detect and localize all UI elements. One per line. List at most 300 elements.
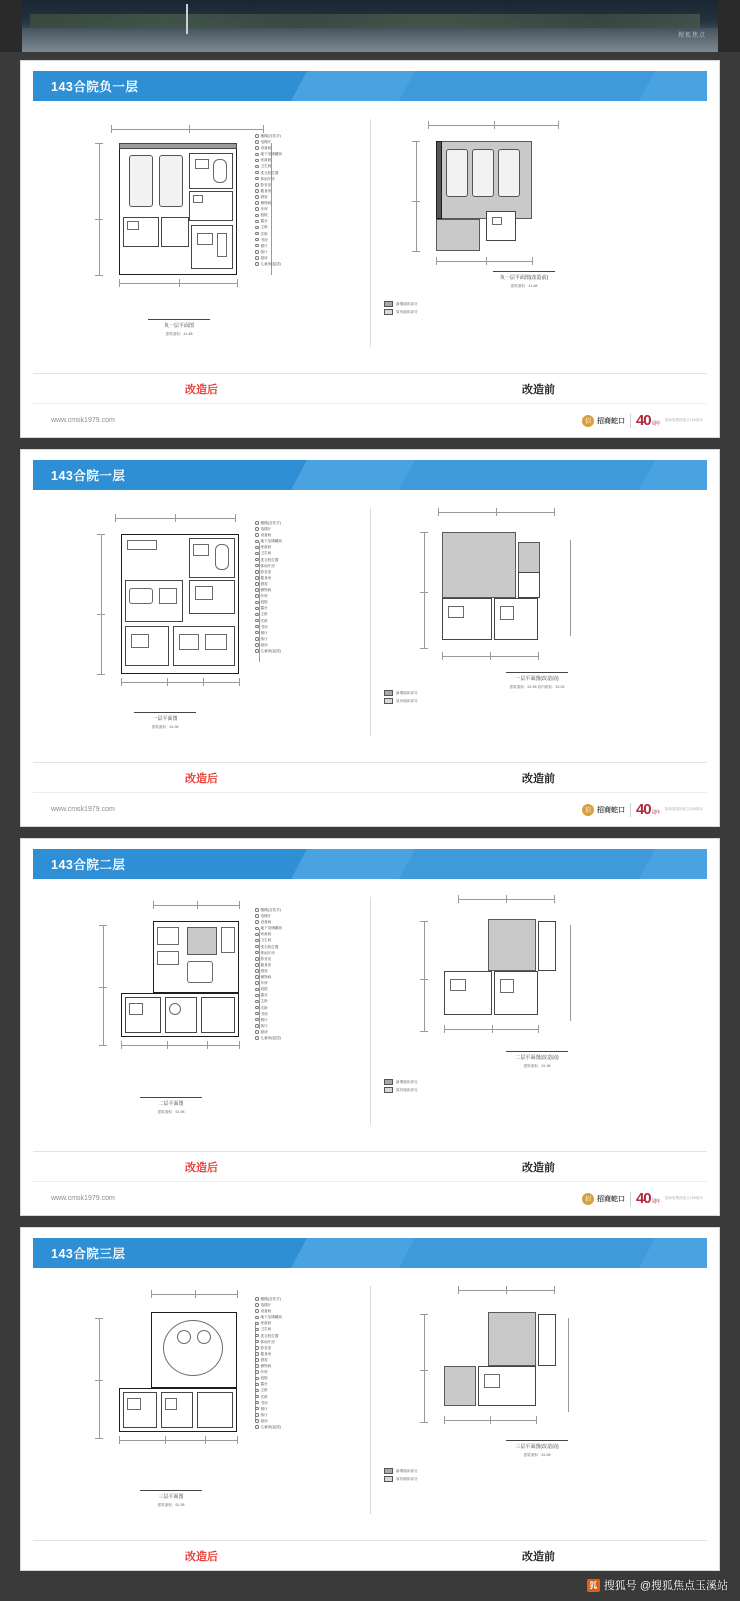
legend-bullet-icon: [255, 1328, 259, 1332]
label-after: 改造后: [185, 1550, 218, 1563]
legend-bullet-icon: [255, 1419, 259, 1423]
legend-bullet-icon: [255, 540, 259, 544]
anniversary-sup: 周年: [651, 421, 660, 427]
wall-swatch-legend: [384, 1468, 418, 1484]
legend-bullet-icon: [255, 1012, 259, 1016]
brand-lockup: [582, 801, 703, 818]
swatch-new-wall-icon: [384, 690, 393, 696]
legend-item: 影音室: [255, 956, 282, 962]
brand-tagline: 招商局集团成立150周年: [664, 807, 703, 811]
legend-item: 设备间: [255, 1308, 282, 1314]
legend-bullet-icon: [255, 171, 259, 175]
legend-item: 酒窖: [255, 194, 282, 200]
legend-bullet-icon: [255, 1340, 259, 1344]
legend-item: 酒窖: [255, 968, 282, 974]
sheet-title-bar: [33, 849, 707, 879]
caption-title: 负一层平面图: [163, 323, 194, 329]
swatch-row: 原有墙体部分: [384, 1476, 418, 1482]
legend-item: 卫生间: [255, 1326, 282, 1332]
legend-bullet-icon: [255, 625, 259, 629]
caption-sub: 建筑面积：41.88: [165, 332, 193, 336]
legend-bullet-icon: [255, 1030, 259, 1034]
legend-item: 主卧: [255, 998, 282, 1004]
legend-bullet-icon: [255, 1000, 259, 1004]
legend-bullet-icon: [255, 183, 259, 187]
brand-seal-icon: 招: [582, 804, 594, 816]
legend-bullet-icon: [255, 1316, 259, 1320]
legend-item: 休闲厅房: [255, 1339, 282, 1345]
legend-item: 休闲厅房: [255, 176, 282, 182]
legend-item: 家政间: [255, 157, 282, 163]
legend-bullet-icon: [255, 244, 259, 248]
legend-item: 地下室储藏间: [255, 1314, 282, 1320]
photo-right-margin: [718, 0, 740, 52]
legend-item: 家政间: [255, 1320, 282, 1326]
legend-bullet-icon: [255, 558, 259, 562]
legend-bullet-icon: [255, 159, 259, 163]
legend-bullet-icon: [255, 521, 259, 525]
legend-item: 次卧: [255, 618, 282, 624]
compare-labels: [33, 1540, 707, 1570]
legend-bullet-icon: [255, 1309, 259, 1313]
legend-bullet-icon: [255, 140, 259, 144]
swatch-old-wall-icon: [384, 1476, 393, 1482]
legend-item: 书房: [255, 1400, 282, 1406]
legend-bullet-icon: [255, 951, 259, 955]
legend-bullet-icon: [255, 1407, 259, 1411]
legend-bullet-icon: [255, 165, 259, 169]
swatch-row: 新增墙体部分: [384, 1468, 418, 1474]
legend-bullet-icon: [255, 214, 259, 218]
legend-item: 厨房: [255, 1418, 282, 1424]
legend-bullet-icon: [255, 533, 259, 537]
sheet-title-bar: [33, 460, 707, 490]
plan-sheet-basement: [20, 60, 720, 438]
swatch-new-wall-icon: [384, 1079, 393, 1085]
plan-caption-after: [119, 319, 239, 338]
legend-item: 次卧: [255, 1394, 282, 1400]
legend-item: 设备间: [255, 145, 282, 151]
legend-bullet-icon: [255, 1303, 259, 1307]
legend-bullet-icon: [255, 1018, 259, 1022]
legend-bullet-icon: [255, 1383, 259, 1387]
floorplan-drawing-before: [414, 512, 604, 692]
caption-sub: 建筑面积：41.88: [510, 284, 538, 288]
legend-bullet-icon: [255, 981, 259, 985]
room-legend-after: [255, 907, 282, 1041]
legend-item: 家政间: [255, 544, 282, 550]
sheet-title: 143合院一层: [51, 469, 126, 483]
photo-left-margin: [0, 0, 22, 52]
sohu-watermark: [587, 1577, 728, 1593]
label-before-cell: [370, 1541, 707, 1570]
legend-item: 电梯厅: [255, 526, 282, 532]
caption-title: 一层平面图: [152, 716, 178, 722]
brand-name: 招商蛇口: [596, 1195, 625, 1203]
legend-item: 洗衣机位置: [255, 1333, 282, 1339]
legend-bullet-icon: [255, 1346, 259, 1350]
legend-bullet-icon: [255, 262, 259, 266]
legend-item: 健身房: [255, 188, 282, 194]
legend-bullet-icon: [255, 238, 259, 242]
legend-item: 楼梯(含扶手): [255, 1296, 282, 1302]
legend-bullet-icon: [255, 939, 259, 943]
swatch-row: 原有墙体部分: [384, 309, 418, 315]
brand-name: 招商蛇口: [596, 417, 625, 425]
label-before-cell: [370, 374, 707, 403]
label-after-cell: [33, 763, 370, 792]
photo-skyline: [30, 14, 700, 28]
plan-sheet-floor1: [20, 449, 720, 827]
plan-caption-before: [462, 1051, 612, 1070]
legend-item: 地下室储藏间: [255, 925, 282, 931]
legend-item: 酒窖: [255, 1357, 282, 1363]
legend-item: 次卧: [255, 231, 282, 237]
legend-bullet-icon: [255, 207, 259, 211]
legend-item: 餐厅: [255, 243, 282, 249]
photo-watermark: 搜狐焦点: [677, 33, 706, 39]
legend-bullet-icon: [255, 1322, 259, 1326]
legend-item: 电梯厅: [255, 1302, 282, 1308]
legend-item: 储物间: [255, 974, 282, 980]
legend-item: 洗衣机位置: [255, 944, 282, 950]
legend-item: 车库: [255, 980, 282, 986]
legend-bullet-icon: [255, 933, 259, 937]
plan-before-column: [370, 879, 707, 1151]
room-legend-after: [255, 133, 282, 267]
room-legend-after: [255, 1296, 282, 1430]
legend-item: 庭院: [255, 986, 282, 992]
legend-item: 设备间: [255, 532, 282, 538]
sheet-footer: [33, 792, 707, 826]
legend-item: 楼梯(含扶手): [255, 520, 282, 526]
plan-caption-after: [105, 712, 225, 731]
label-after-cell: [33, 1152, 370, 1181]
plan-before-column: [370, 101, 707, 373]
legend-item: 设备间: [255, 919, 282, 925]
plan-after-column: [33, 879, 370, 1151]
sheet-footer: [33, 403, 707, 437]
plan-sheet-floor2: [20, 838, 720, 1216]
photo-pole: [186, 4, 188, 34]
label-before: 改造前: [522, 383, 555, 396]
legend-item: 休闲厅房: [255, 563, 282, 569]
legend-bullet-icon: [255, 619, 259, 623]
legend-item: 影音室: [255, 569, 282, 575]
swatch-old-wall-icon: [384, 1087, 393, 1093]
legend-bullet-icon: [255, 975, 259, 979]
label-before-cell: [370, 763, 707, 792]
swatch-row: 新增墙体部分: [384, 690, 418, 696]
brand-mark: [582, 415, 625, 427]
sheet-title: 143合院负一层: [51, 80, 139, 94]
plan-sheet-floor3: [20, 1227, 720, 1571]
plan-body: [33, 101, 707, 373]
brand-lockup: [582, 1190, 703, 1207]
legend-bullet-icon: [255, 250, 259, 254]
legend-item: 储物间: [255, 587, 282, 593]
legend-item: 主卧: [255, 224, 282, 230]
brand-name: 招商蛇口: [596, 806, 625, 814]
legend-bullet-icon: [255, 1364, 259, 1368]
brand-tagline: 招商局集团成立150周年: [664, 418, 703, 422]
photo-water: [22, 28, 718, 52]
legend-bullet-icon: [255, 1389, 259, 1393]
brand-divider: [630, 414, 631, 428]
legend-item: 休闲厅房: [255, 950, 282, 956]
caption-title: 二层平面图(改造前): [515, 1055, 559, 1061]
caption-sub: 建筑面积：61.98: [157, 1503, 185, 1507]
legend-bullet-icon: [255, 908, 259, 912]
brand-tagline: 招商局集团成立150周年: [664, 1196, 703, 1200]
legend-item: 餐厅: [255, 1017, 282, 1023]
legend-bullet-icon: [255, 994, 259, 998]
sheet-title-bar: [33, 1238, 707, 1268]
legend-bullet-icon: [255, 552, 259, 556]
swatch-row: 原有墙体部分: [384, 1087, 418, 1093]
legend-item: 次卧: [255, 1005, 282, 1011]
legend-bullet-icon: [255, 963, 259, 967]
legend-bullet-icon: [255, 226, 259, 230]
label-after-cell: [33, 1541, 370, 1570]
legend-bullet-icon: [255, 146, 259, 150]
legend-item: 车库: [255, 593, 282, 599]
legend-item: 儿童房(起居): [255, 648, 282, 654]
hero-photo-band: [0, 0, 740, 52]
legend-item: 车库: [255, 1369, 282, 1375]
legend-item: 餐厅: [255, 1406, 282, 1412]
wall-swatch-legend: [384, 690, 418, 706]
brand-divider: [630, 1192, 631, 1206]
legend-bullet-icon: [255, 969, 259, 973]
sohu-logo-icon: 狐: [587, 1579, 600, 1592]
sheet-title: 143合院三层: [51, 1247, 126, 1261]
legend-item: 儿童房(起居): [255, 1424, 282, 1430]
legend-item: 洗衣机位置: [255, 170, 282, 176]
caption-title: 三层平面图(改造前): [515, 1444, 559, 1450]
caption-title: 三层平面图: [158, 1494, 184, 1500]
legend-item: 客厅: [255, 1023, 282, 1029]
brand-lockup: [582, 412, 703, 429]
legend-item: 影音室: [255, 1345, 282, 1351]
label-before: 改造前: [522, 1550, 555, 1563]
wall-swatch-legend: [384, 301, 418, 317]
legend-item: 主卧: [255, 1387, 282, 1393]
legend-bullet-icon: [255, 1401, 259, 1405]
legend-item: 楼梯(含扶手): [255, 133, 282, 139]
caption-sub: 建筑面积：61.98: [523, 1453, 551, 1457]
anniversary-sup: 周年: [651, 810, 660, 816]
legend-item: 书房: [255, 1011, 282, 1017]
legend-bullet-icon: [255, 601, 259, 605]
site-url[interactable]: www.cmsk1979.com: [51, 806, 115, 813]
anniversary-sup: 周年: [651, 1199, 660, 1205]
legend-item: 电梯厅: [255, 913, 282, 919]
legend-bullet-icon: [255, 201, 259, 205]
legend-bullet-icon: [255, 1358, 259, 1362]
legend-bullet-icon: [255, 957, 259, 961]
plan-body: [33, 1268, 707, 1540]
caption-sub: 建筑面积：61.98: [151, 725, 179, 729]
anniversary-logo: [636, 412, 660, 429]
anniversary-logo: [636, 1190, 660, 1207]
legend-item: 书房: [255, 624, 282, 630]
legend-bullet-icon: [255, 914, 259, 918]
legend-bullet-icon: [255, 927, 259, 931]
anniversary-number: 40: [635, 412, 651, 429]
plan-body: [33, 879, 707, 1151]
legend-bullet-icon: [255, 1370, 259, 1374]
legend-bullet-icon: [255, 195, 259, 199]
legend-bullet-icon: [255, 988, 259, 992]
plan-caption-before: [462, 1440, 612, 1459]
sheet-title-bar: [33, 71, 707, 101]
legend-bullet-icon: [255, 594, 259, 598]
legend-item: 卫生间: [255, 163, 282, 169]
plan-after-column: [33, 490, 370, 762]
legend-bullet-icon: [255, 643, 259, 647]
legend-bullet-icon: [255, 637, 259, 641]
brand-seal-icon: 招: [582, 1193, 594, 1205]
swatch-new-wall-icon: [384, 1468, 393, 1474]
sheets-container: [0, 52, 740, 1571]
brand-mark: [582, 1193, 625, 1205]
plan-body: [33, 490, 707, 762]
caption-title: 二层平面图: [158, 1101, 184, 1107]
legend-bullet-icon: [255, 1395, 259, 1399]
swatch-row: 新增墙体部分: [384, 301, 418, 307]
caption-title: 负一层平面图(改造前): [499, 275, 549, 281]
caption-rule: [506, 1440, 568, 1441]
legend-bullet-icon: [255, 134, 259, 138]
plan-caption-before: [462, 672, 612, 691]
room-legend-after: [255, 520, 282, 654]
legend-item: 餐厅: [255, 630, 282, 636]
caption-rule: [140, 1490, 202, 1491]
sohu-watermark-text: 搜狐号 @搜狐焦点玉溪站: [603, 1580, 728, 1592]
legend-bullet-icon: [255, 576, 259, 580]
brand-mark: [582, 804, 625, 816]
legend-item: 庭院: [255, 1375, 282, 1381]
site-url[interactable]: www.cmsk1979.com: [51, 417, 115, 424]
legend-item: 卫生间: [255, 550, 282, 556]
legend-bullet-icon: [255, 1413, 259, 1417]
legend-bullet-icon: [255, 631, 259, 635]
compare-labels: [33, 762, 707, 792]
legend-item: 卫生间: [255, 937, 282, 943]
legend-item: 车库: [255, 206, 282, 212]
legend-bullet-icon: [255, 1024, 259, 1028]
legend-item: 家政间: [255, 931, 282, 937]
legend-bullet-icon: [255, 607, 259, 611]
swatch-old-wall-icon: [384, 698, 393, 704]
legend-item: 地下室储藏间: [255, 538, 282, 544]
legend-bullet-icon: [255, 1377, 259, 1381]
wall-swatch-legend: [384, 1079, 418, 1095]
legend-bullet-icon: [255, 1006, 259, 1010]
brand-seal-icon: 招: [582, 415, 594, 427]
legend-bullet-icon: [255, 256, 259, 260]
label-after: 改造后: [185, 1161, 218, 1174]
legend-bullet-icon: [255, 945, 259, 949]
caption-rule: [506, 672, 568, 673]
legend-item: 酒窖: [255, 581, 282, 587]
plan-after-column: [33, 1268, 370, 1540]
compare-labels: [33, 373, 707, 403]
plan-caption-after: [111, 1097, 231, 1116]
legend-item: 电梯厅: [255, 139, 282, 145]
legend-bullet-icon: [255, 1425, 259, 1429]
caption-sub: 建筑面积：61.98: [523, 1064, 551, 1068]
sheet-title: 143合院二层: [51, 858, 126, 872]
legend-item: 储物间: [255, 200, 282, 206]
caption-title: 一层平面图(改造前): [515, 676, 559, 682]
legend-bullet-icon: [255, 1352, 259, 1356]
legend-item: 露台: [255, 992, 282, 998]
label-after: 改造后: [185, 383, 218, 396]
plan-before-column: [370, 490, 707, 762]
legend-item: 儿童房(起居): [255, 261, 282, 267]
legend-item: 客厅: [255, 636, 282, 642]
legend-bullet-icon: [255, 1334, 259, 1338]
swatch-row: 原有墙体部分: [384, 698, 418, 704]
anniversary-number: 40: [635, 1190, 651, 1207]
legend-item: 厨房: [255, 255, 282, 261]
legend-item: 儿童房(起居): [255, 1035, 282, 1041]
site-url[interactable]: www.cmsk1979.com: [51, 1195, 115, 1202]
legend-item: 影音室: [255, 182, 282, 188]
plan-caption-before: [464, 271, 584, 290]
plan-caption-after: [111, 1490, 231, 1509]
label-after-cell: [33, 374, 370, 403]
legend-item: 地下室储藏间: [255, 151, 282, 157]
caption-rule: [134, 712, 196, 713]
legend-bullet-icon: [255, 564, 259, 568]
compare-labels: [33, 1151, 707, 1181]
legend-bullet-icon: [255, 613, 259, 617]
legend-item: 书房: [255, 237, 282, 243]
legend-bullet-icon: [255, 920, 259, 924]
sheet-footer: [33, 1181, 707, 1215]
legend-bullet-icon: [255, 570, 259, 574]
plan-before-column: [370, 1268, 707, 1540]
swatch-new-wall-icon: [384, 301, 393, 307]
label-before-cell: [370, 1152, 707, 1181]
caption-rule: [140, 1097, 202, 1098]
label-after: 改造后: [185, 772, 218, 785]
brand-divider: [630, 803, 631, 817]
legend-item: 客厅: [255, 249, 282, 255]
caption-sub: 建筑面积：61.98 套内面积：52.05: [509, 685, 565, 689]
caption-rule: [493, 271, 555, 272]
legend-bullet-icon: [255, 588, 259, 592]
legend-item: 主卧: [255, 611, 282, 617]
legend-item: 露台: [255, 605, 282, 611]
legend-item: 厨房: [255, 1029, 282, 1035]
legend-item: 健身房: [255, 575, 282, 581]
legend-bullet-icon: [255, 1297, 259, 1301]
legend-bullet-icon: [255, 649, 259, 653]
legend-bullet-icon: [255, 1036, 259, 1040]
legend-item: 楼梯(含扶手): [255, 907, 282, 913]
legend-bullet-icon: [255, 177, 259, 181]
legend-bullet-icon: [255, 220, 259, 224]
label-before: 改造前: [522, 1161, 555, 1174]
legend-bullet-icon: [255, 546, 259, 550]
caption-sub: 建筑面积：61.98: [157, 1110, 185, 1114]
legend-bullet-icon: [255, 189, 259, 193]
anniversary-number: 40: [635, 801, 651, 818]
